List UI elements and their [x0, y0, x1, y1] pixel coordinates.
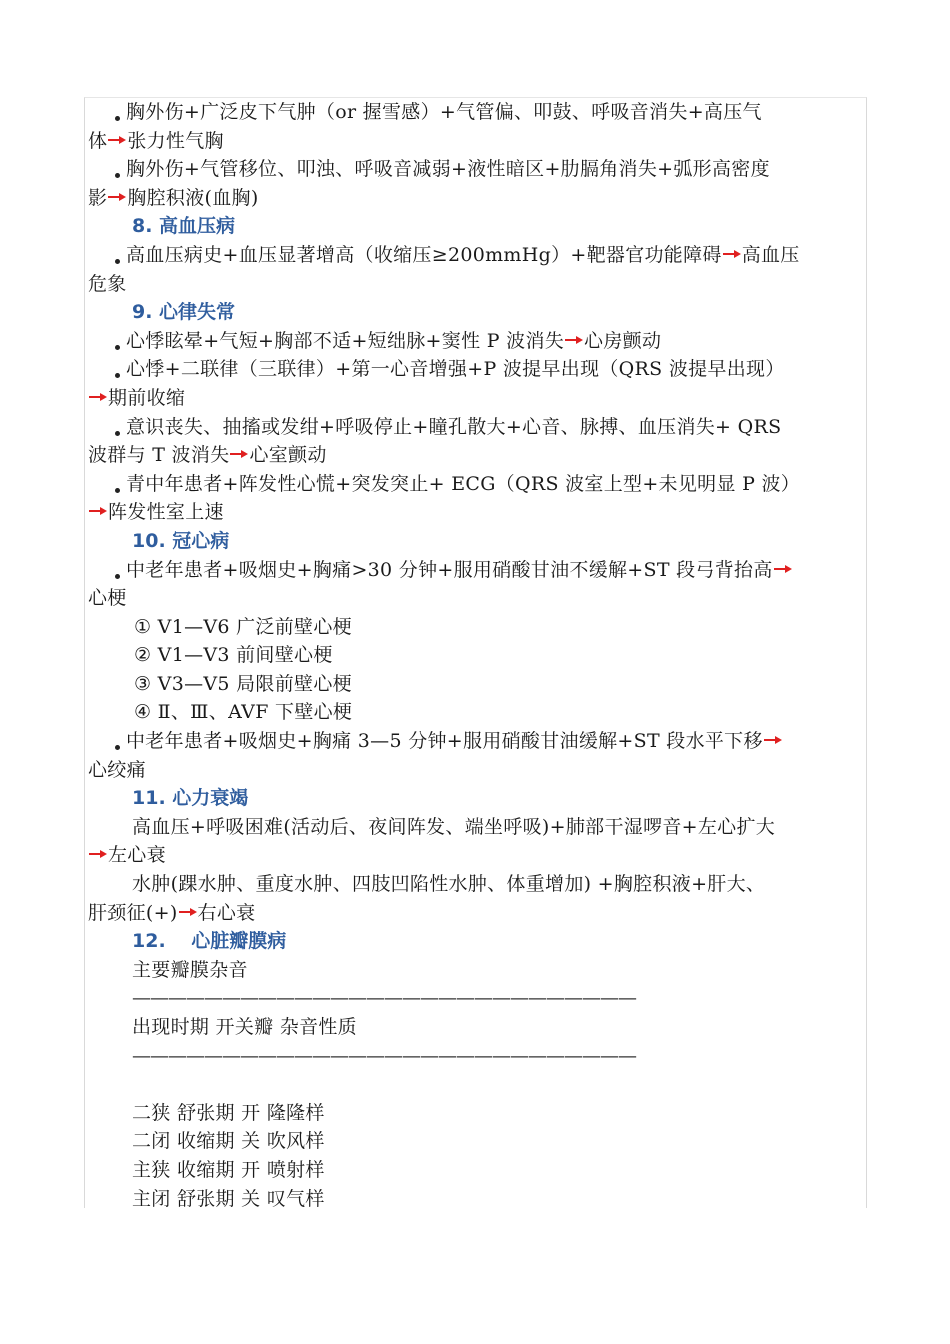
text-line [88, 1099, 862, 1128]
text-line [88, 1156, 862, 1185]
sub-item [88, 641, 862, 670]
line-text: 意识丧失、抽搐或发绀+呼吸停止+瞳孔散大+心音、脉搏、血压消失+ QRS [126, 415, 782, 438]
red-arrow-icon [564, 335, 584, 345]
line-result-text: 张力性气胸 [127, 129, 224, 152]
line-text: ④ Ⅱ、Ⅲ、AVF 下壁心梗 [134, 701, 353, 724]
continuation-line [88, 584, 862, 613]
section-heading [88, 212, 862, 241]
text-line [88, 956, 862, 985]
line-result-text: 心室颤动 [249, 444, 327, 467]
bullet-item [88, 98, 862, 127]
line-text: 高血压病史+血压显著增高（收缩压≥200mmHg）+靶器官功能障碍 [126, 243, 722, 266]
section-heading [88, 527, 862, 556]
red-arrow-icon [88, 392, 108, 402]
line-text: 出现时期 开关瓣 杂音性质 [132, 1016, 357, 1038]
line-result-text: 左心衰 [108, 844, 166, 867]
line-text: 青中年患者+阵发性心慌+突发突止+ ECG（QRS 波室上型+未见明显 P 波） [126, 472, 801, 495]
bullet-dot-icon [114, 482, 122, 490]
line-text: ② V1—V3 前间壁心梗 [134, 644, 333, 667]
line-text: 心悸眩晕+气短+胸部不适+短绌脉+窦性 P 波消失 [126, 329, 565, 352]
bullet-dot-icon [114, 167, 122, 175]
heading-text: 8. 高血压病 [132, 215, 236, 238]
line-text: ③ V3—V5 局限前壁心梗 [134, 672, 352, 695]
continuation-line [88, 441, 862, 470]
bullet-item [88, 155, 862, 184]
line-result-text: 心房颤动 [584, 329, 662, 352]
bullet-dot-icon [114, 568, 122, 576]
continuation-line [88, 756, 862, 785]
red-arrow-icon [722, 249, 742, 259]
bullet-item [88, 727, 862, 756]
line-text: 主狭 收缩期 开 喷射样 [132, 1158, 325, 1181]
line-text: 危象 [88, 272, 127, 295]
bullet-item [88, 470, 862, 499]
bullet-dot-icon [114, 253, 122, 261]
red-arrow-icon [178, 907, 198, 917]
section-heading [88, 927, 862, 956]
bullet-item [88, 413, 862, 442]
continuation-line [88, 384, 862, 413]
line-text: ① V1—V6 广泛前壁心梗 [134, 615, 352, 638]
text-line [88, 813, 862, 842]
red-arrow-icon [763, 735, 783, 745]
continuation-line [88, 270, 862, 299]
red-arrow-icon [773, 564, 793, 574]
line-text: 体 [88, 129, 108, 152]
bullet-item [88, 556, 862, 585]
line-text: 主闭 舒张期 关 叹气样 [132, 1187, 325, 1210]
line-result-text: 期前收缩 [108, 386, 186, 409]
section-heading [88, 784, 862, 813]
line-text: ———————————————————————————— [132, 1044, 636, 1067]
continuation-line [88, 498, 862, 527]
red-arrow-icon [88, 849, 108, 859]
red-arrow-icon [107, 135, 127, 145]
bullet-item [88, 327, 862, 356]
document-body [88, 98, 862, 1213]
sub-item [88, 613, 862, 642]
bullet-dot-icon [114, 739, 122, 747]
bullet-dot-icon [114, 425, 122, 433]
sub-item [88, 698, 862, 727]
divider-line [88, 984, 862, 1013]
line-text: ———————————————————————————— [132, 987, 636, 1010]
sub-item [88, 670, 862, 699]
line-text: 心悸+二联律（三联律）+第一心音增强+P 波提早出现（QRS 波提早出现） [126, 358, 785, 381]
heading-text: 11. 心力衰竭 [132, 787, 249, 810]
red-arrow-icon [229, 449, 249, 459]
bullet-item [88, 241, 862, 270]
text-line [88, 1127, 862, 1156]
line-result-text: 胸腔积液(血胸) [127, 186, 259, 209]
line-text: 二狭 舒张期 开 隆隆样 [132, 1101, 325, 1124]
blank-line [88, 1070, 862, 1099]
line-text: 二闭 收缩期 关 吹风样 [132, 1130, 325, 1153]
divider-line [88, 1042, 862, 1071]
line-text: 波群与 T 波消失 [88, 444, 230, 467]
line-text: 肝颈征(+) [88, 901, 178, 924]
red-arrow-icon [107, 192, 127, 202]
heading-text: 10. 冠心病 [132, 529, 230, 552]
line-text: 胸外伤+广泛皮下气肿（or 握雪感）+气管偏、叩鼓、呼吸音消失+高压气 [126, 101, 762, 123]
text-line [88, 1185, 862, 1214]
line-text: 中老年患者+吸烟史+胸痛>30 分钟+服用硝酸甘油不缓解+ST 段弓背抬高 [126, 558, 773, 581]
bullet-dot-icon [114, 367, 122, 375]
continuation-line [88, 899, 862, 928]
continuation-line [88, 841, 862, 870]
line-text: 主要瓣膜杂音 [132, 958, 248, 981]
line-result-text: 阵发性室上速 [108, 501, 224, 524]
bullet-dot-icon [114, 110, 122, 118]
line-text: 水肿(踝水肿、重度水肿、四肢凹陷性水肿、体重增加) +胸腔积液+肝大、 [132, 873, 766, 896]
heading-text: 9. 心律失常 [132, 301, 236, 324]
bullet-item [88, 355, 862, 384]
line-text: 心梗 [88, 587, 127, 610]
section-heading [88, 298, 862, 327]
line-text: 影 [88, 186, 108, 209]
line-text: 高血压+呼吸困难(活动后、夜间阵发、端坐呼吸)+肺部干湿啰音+左心扩大 [132, 815, 776, 838]
continuation-line [88, 184, 862, 213]
text-line [88, 1013, 862, 1042]
heading-text: 12. 心脏瓣膜病 [132, 930, 287, 953]
red-arrow-icon [88, 506, 108, 516]
line-result-text: 高血压 [741, 243, 800, 266]
text-line [88, 870, 862, 899]
line-text: 心绞痛 [88, 758, 146, 781]
line-result-text: 右心衰 [197, 901, 256, 924]
bullet-dot-icon [114, 339, 122, 347]
continuation-line [88, 127, 862, 156]
line-text: 中老年患者+吸烟史+胸痛 3—5 分钟+服用硝酸甘油缓解+ST 段水平下移 [126, 730, 763, 753]
line-text: 胸外伤+气管移位、叩浊、呼吸音减弱+液性暗区+肋膈角消失+弧形高密度 [126, 158, 770, 181]
